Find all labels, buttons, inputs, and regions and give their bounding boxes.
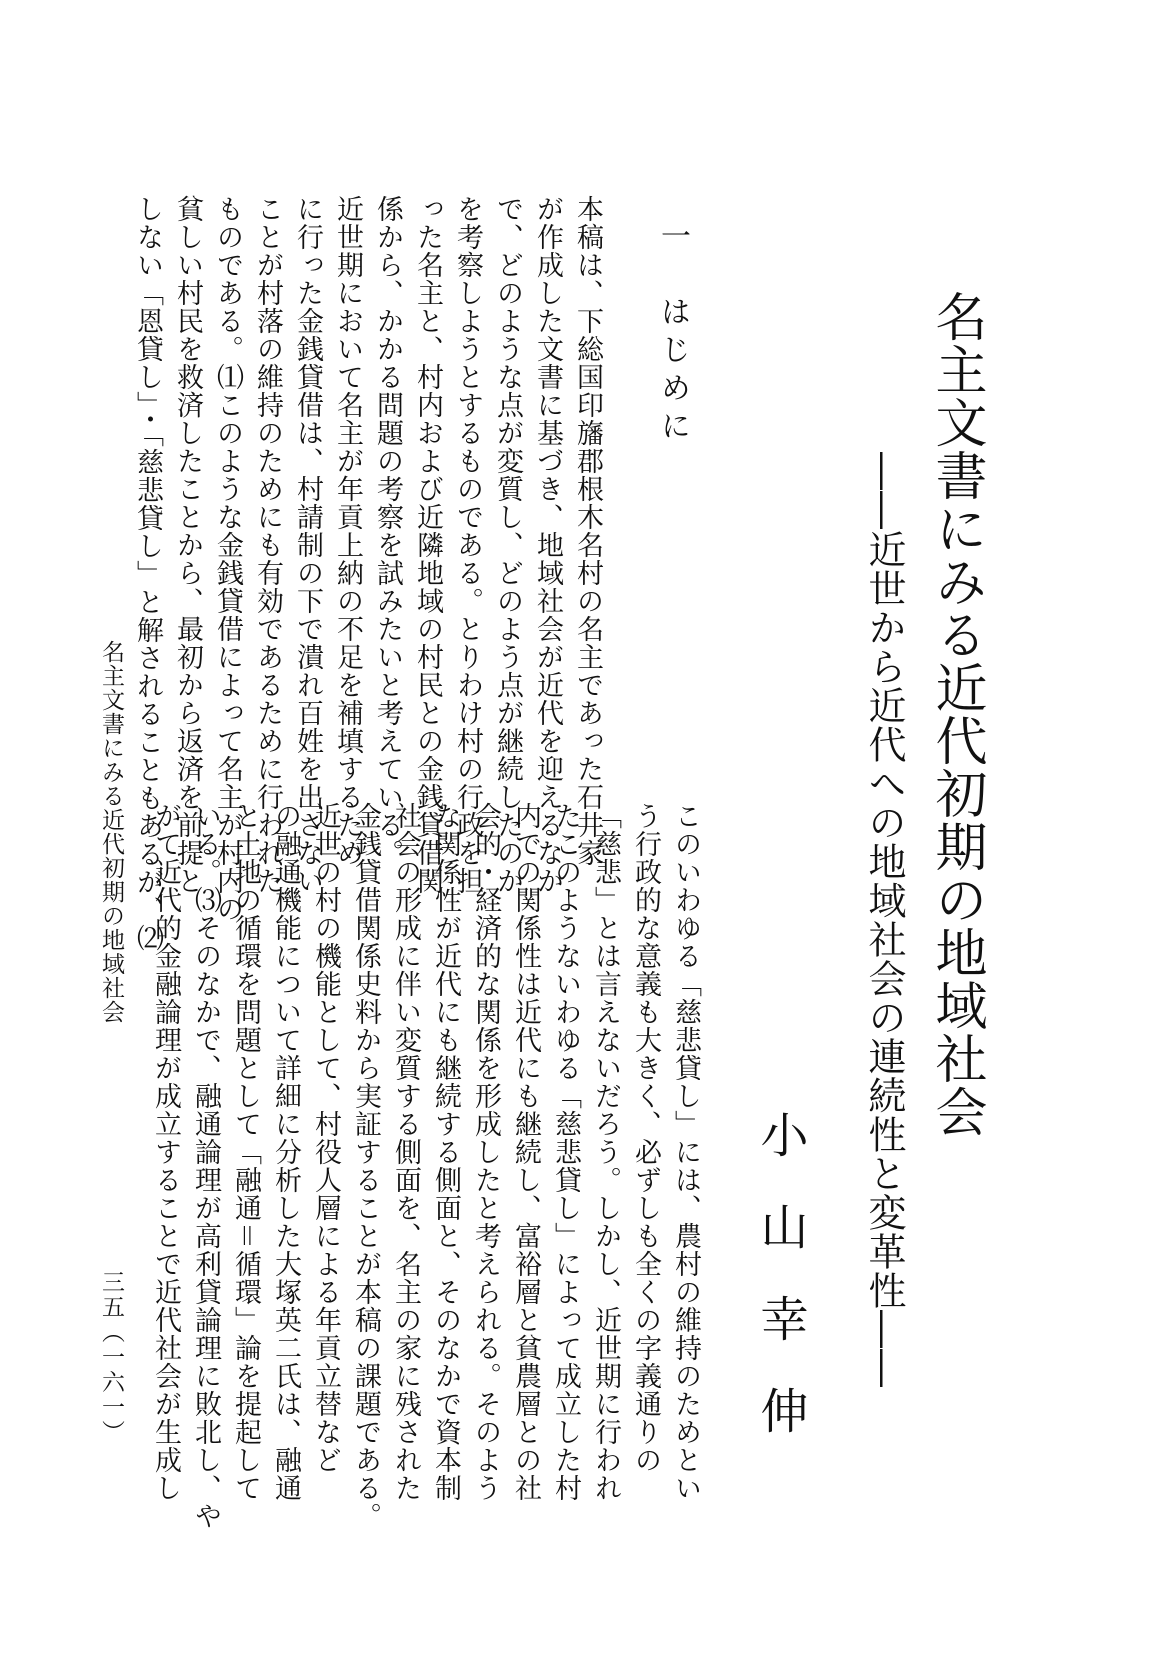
text-line: ものである。⑴このような金銭貸借によって名主が村内の — [212, 195, 243, 923]
text-line: が作成した文書に基づき、地域社会が近代を迎えるなか — [532, 195, 563, 895]
body-text-lower — [145, 802, 705, 1530]
text-line: たこのようないわゆる「慈悲貸し」によって成立した村 — [550, 802, 581, 1502]
author-name: 小山幸伸 — [752, 1110, 808, 1478]
text-line: 本稿は、下総国印旛郡根木名村の名主であった石井家 — [572, 195, 603, 867]
text-line: で、どのような点が変質し、どのよう点が継続したのか — [492, 195, 523, 895]
text-line: 近世の村の機能として、村役人層による年貢立替など — [310, 802, 341, 1474]
text-line: 内での関係性は近代にも継続し、富裕層と貧農層との社 — [510, 802, 541, 1502]
text-line: 「慈悲」とは言えないだろう。しかし、近世期に行われ — [590, 802, 621, 1502]
body-text-upper — [132, 195, 607, 952]
text-line: ことが村落の維持のためにも有効であるために行われた — [252, 195, 283, 895]
text-line: な関係性が近代にも継続する側面と、そのなかで資本制 — [430, 802, 461, 1502]
text-line: いる。⑶そのなかで、融通論理が高利貸論理に敗北し、や — [190, 802, 221, 1530]
text-line: った名主と、村内および近隣地域の村民との金銭貸借関 — [412, 195, 443, 895]
text-line: しない「恩貸し」・「慈悲貸し」と解されることもあるが、⑵ — [132, 195, 163, 952]
text-line: に行った金銭貸借は、村請制の下で潰れ百姓を出さない — [292, 195, 323, 895]
text-line: 金銭貸借関係史料から実証することが本稿の課題である。 — [350, 802, 381, 1530]
article-subtitle: ――近世から近代への地域社会の連続性と変革性―― — [862, 452, 906, 1388]
text-line: 社会の形成に伴い変質する側面を、名主の家に残された — [390, 802, 421, 1502]
page-number: 三五（一六一） — [98, 1270, 124, 1445]
text-line: う行政的な意義も大きく、必ずしも全くの字義通りの — [630, 802, 661, 1474]
section-heading: 一 はじめに — [655, 220, 690, 448]
text-line: を考察しようとするものである。とりわけ村の行政を担 — [452, 195, 483, 895]
text-line: 近世期において名主が年貢上納の不足を補填するため — [332, 195, 363, 867]
text-line: の融通機能について詳細に分析した大塚英二氏は、融通 — [270, 802, 301, 1502]
text-line: このいわゆる「慈悲貸し」には、農村の維持のためとい — [670, 802, 701, 1502]
text-line: 貧しい村民を救済したことから、最初から返済を前提と — [172, 195, 203, 895]
text-line: 係から、かかる問題の考察を試みたいと考えている。 — [372, 195, 403, 867]
text-line: がて近代的金融論理が成立することで近代社会が生成し — [150, 802, 181, 1502]
running-title: 名主文書にみる近代初期の地域社会 — [98, 640, 124, 1024]
text-line: 会的・経済的な関係を形成したと考えられる。そのよう — [470, 802, 501, 1502]
article-title: 名主文書にみる近代初期の地域社会 — [926, 290, 986, 1138]
text-line: と土地の循環を問題として「融通＝循環」論を提起して — [230, 802, 261, 1502]
